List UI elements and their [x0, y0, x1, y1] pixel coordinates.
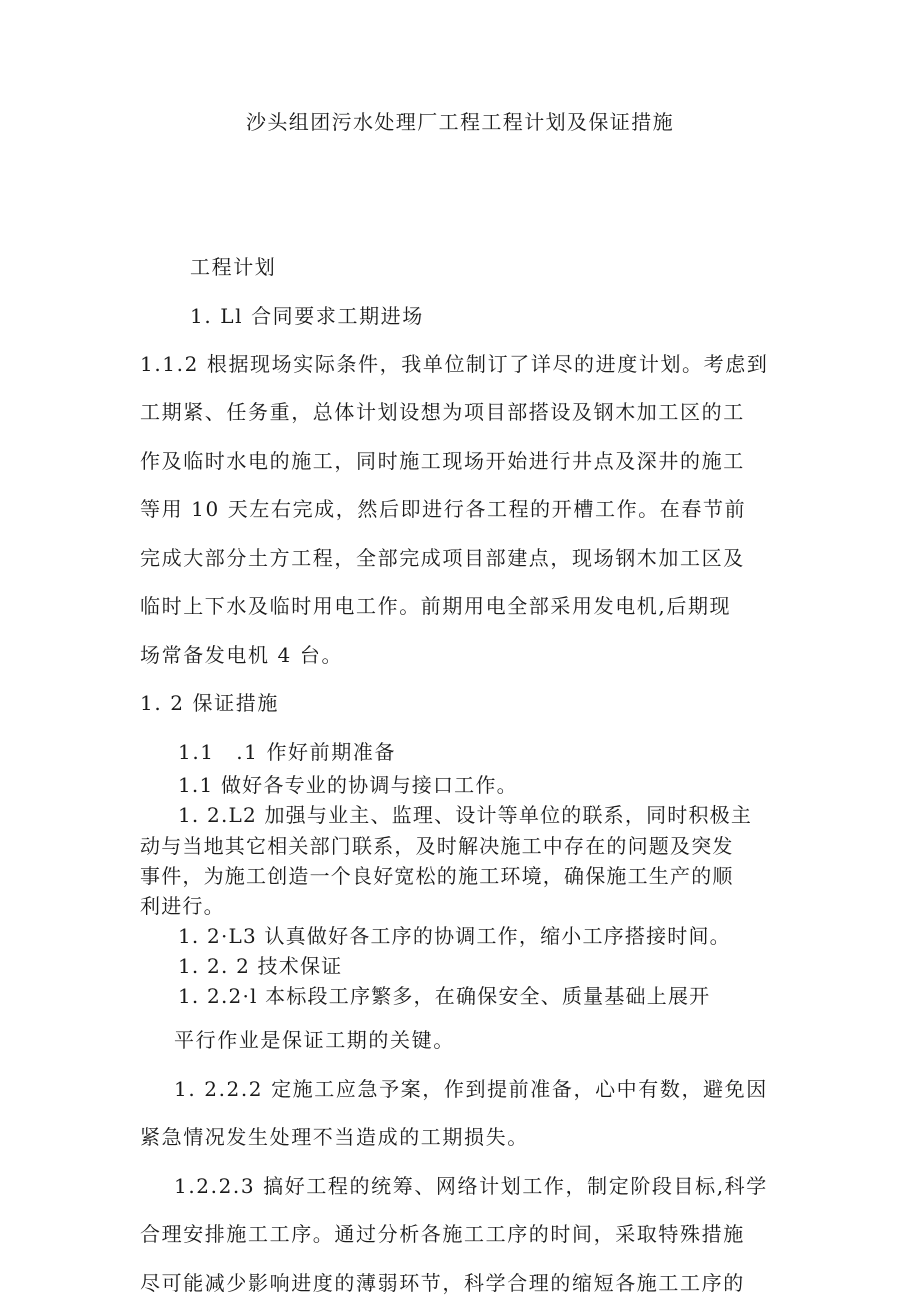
paragraph-line: 1. 2·L3 认真做好各工序的协调工作，缩小工序搭接时间。	[178, 924, 731, 948]
paragraph-line: 工期紧、任务重，总体计划设想为项目部搭设及钢木加工区的工	[140, 400, 745, 424]
paragraph-line: 1.2.2.3 搞好工程的统筹、网络计划工作，制定阶段目标,科学	[174, 1174, 768, 1198]
paragraph-line: 完成大部分土方工程，全部完成项目部建点，现场钢木加工区及	[140, 546, 745, 570]
paragraph-line: 动与当地其它相关部门联系，及时解决施工中存在的问题及突发	[140, 834, 734, 858]
section-heading-plan: 工程计划	[190, 255, 277, 279]
paragraph-line: 紧急情况发生处理不当造成的工期损失。	[140, 1125, 529, 1149]
paragraph-line: 事件，为施工创造一个良好宽松的施工环境，确保施工生产的顺	[140, 864, 734, 888]
paragraph-line: 1. 2.L2 加强与业主、监理、设计等单位的联系，同时积极主	[178, 803, 753, 827]
paragraph-line: 临时上下水及临时用电工作。前期用电全部采用发电机,后期现	[140, 594, 732, 618]
paragraph-line: 合理安排施工工序。通过分析各施工工序的时间，采取特殊措施	[140, 1222, 745, 1246]
paragraph-line: 1.1.2 根据现场实际条件，我单位制订了详尽的进度计划。考虑到	[140, 352, 769, 376]
subheading-contract-schedule: 1. Ll 合同要求工期进场	[190, 304, 424, 328]
paragraph-line: 1. 2.2·l 本标段工序繁多，在确保安全、质量基础上展开	[178, 984, 711, 1008]
paragraph-line: 作及临时水电的施工，同时施工现场开始进行井点及深井的施工	[140, 449, 745, 473]
paragraph-line: 等用 10 天左右完成，然后即进行各工程的开槽工作。在春节前	[140, 497, 747, 521]
section-heading-measures: 1. 2 保证措施	[140, 691, 279, 715]
paragraph-line: 1. 2.2.2 定施工应急予案，作到提前准备，心中有数，避免因	[174, 1077, 768, 1101]
paragraph-line: 1.1 做好各专业的协调与接口工作。	[178, 773, 518, 797]
paragraph-line: 尽可能减少影响进度的薄弱环节，科学合理的缩短各施工工序的	[140, 1271, 745, 1295]
document-title: 沙头组团污水处理厂工程工程计划及保证措施	[246, 110, 674, 134]
subheading-technical: 1. 2. 2 技术保证	[178, 954, 343, 978]
paragraph-line: 平行作业是保证工期的关键。	[174, 1028, 455, 1052]
paragraph-line: 场常备发电机 4 台。	[140, 643, 344, 667]
paragraph-line: 利进行。	[140, 894, 225, 918]
subheading-preparation: 1.1 .1 作好前期准备	[178, 740, 397, 764]
